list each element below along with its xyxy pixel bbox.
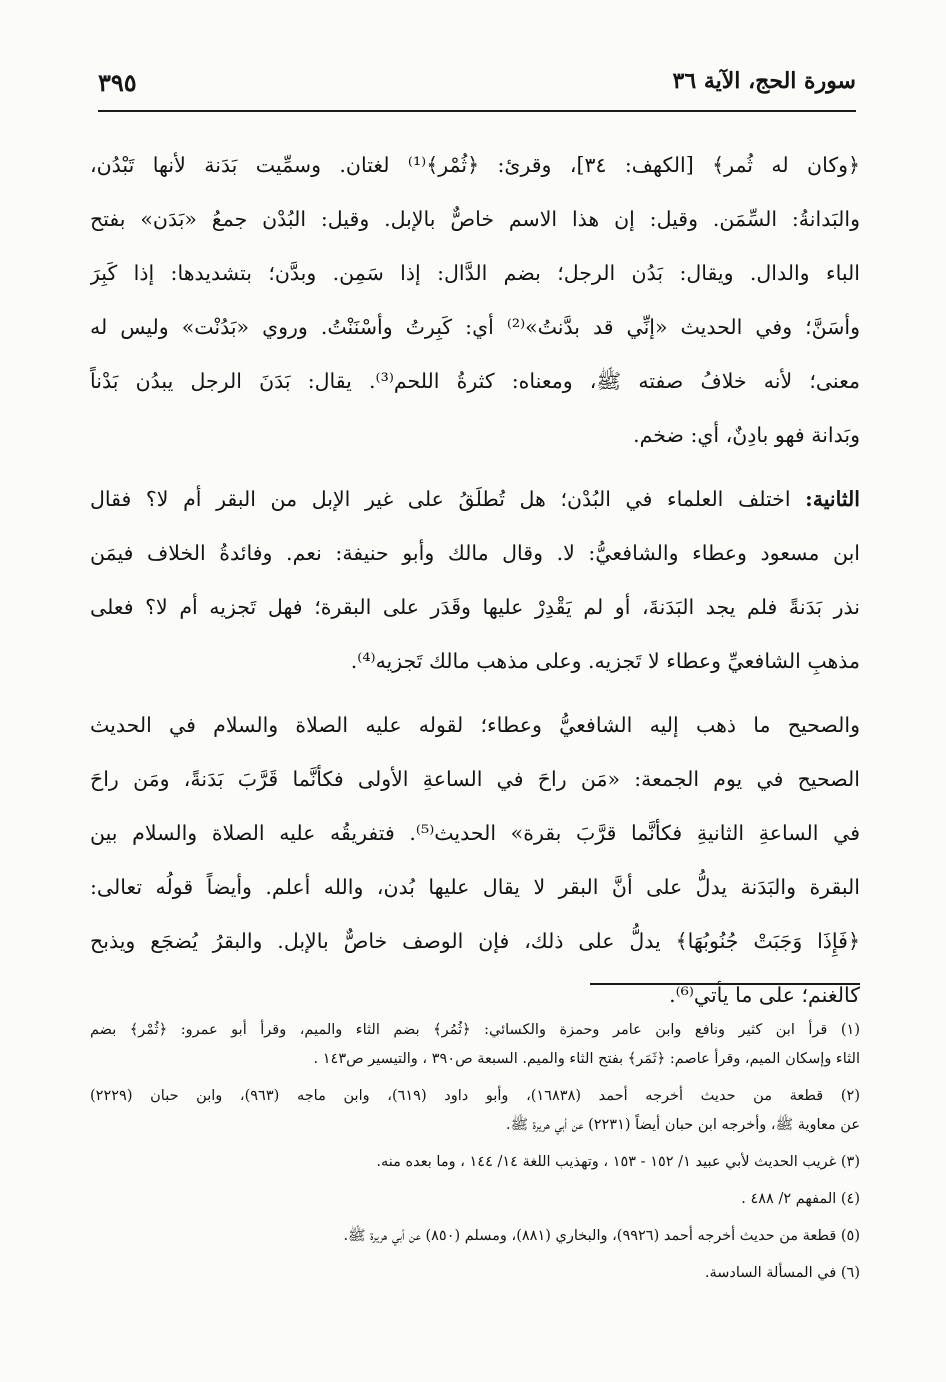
text-line: نذر بَدَنةً فلم يجد البَدَنةَ، أو لم يَقْدِرْ عليها وقَدَر على البقرة؛ فهل تَجزيه أم لا؟ فعلى	[90, 595, 860, 619]
text-line	[90, 472, 860, 526]
surah-title: سورة الحج، الآية ٣٦	[672, 68, 856, 94]
text-line: والبَدانةُ: السِّمَن. وقيل: إن هذا الاسم خاصٌّ بالإبل. وقيل: البُدْن جمعُ «بَدَن» بفتح	[90, 207, 860, 231]
section-lead: الثانية:	[805, 487, 860, 511]
text-line: وبَدانة فهو بادِنٌ، أي: ضخم.	[633, 423, 860, 447]
running-header	[98, 66, 856, 112]
footnote-line: الثاء وإسكان الميم، وقرأ عاصم: ﴿ثَمَر﴾ بفتح الثاء والميم. السبعة ص٣٩٠ ، والتيسير ص١٤٣ .	[313, 1051, 860, 1067]
text-line: ﴿فَإِذَا وَجَبَتْ جُنُوبُهَا﴾ يدلُّ على ذلك، فإن الوصف خاصٌّ بالإبل. والبقرُ يُضجَع ويذبح	[90, 929, 860, 953]
text-line: مذهبِ الشافعيِّ وعطاء لا تَجزيه. وعلى مذهب مالك تَجزيه⁽⁴⁾.	[350, 649, 860, 673]
text-line: في الساعةِ الثانيةِ فكأنَّما قرَّبَ بقرة» الحديث⁽⁵⁾. فتفريقُه عليه الصلاة والسلام بين	[90, 821, 860, 845]
footnote-line: (٦) في المسألة السادسة.	[704, 1265, 860, 1281]
footnote-line: (٣) غريب الحديث لأبي عبيد ١/ ١٥٢ - ١٥٣ ، وتهذيب اللغة ١٤/ ١٤٤ ، وما بعده منه.	[376, 1154, 860, 1170]
text-line: ابن مسعود وعطاء والشافعيُّ: لا. وقال مالك وأبو حنيفة: نعم. وفائدةُ الخلاف فيمَن	[90, 541, 860, 565]
text-line: الصحيح في يوم الجمعة: «مَن راحَ في الساعةِ الأولى فكأنَّما قَرَّبَ بَدَنةً، ومَن راحَ	[90, 767, 860, 791]
text-line: الباء والدال. ويقال: بَدُن الرجل؛ بضم الدَّال: إذا سَمِن. وبدَّن؛ بتشديدها: إذا كَبِرَ	[90, 261, 860, 285]
text-span: اختلف العلماء في البُدْن؛ هل تُطلَقُ على غير الإبل من البقر أم لا؟ فقال	[90, 487, 806, 511]
footnote-line: (١) قرأ ابن كثير ونافع وابن عامر وحمزة والكسائي: ﴿ثُمُر﴾ بضم الثاء والميم، وقرأ أبو عمرو: ﴿ثُمْر﴾ بضم	[90, 1022, 860, 1038]
text-line: البقرة والبَدَنة يدلُّ على أنَّ البقر لا يقال عليها بُدن، والله أعلم. وأيضاً قولُه تعالى:	[90, 875, 860, 899]
text-line: ﴿وكان له ثُمر﴾ [الكهف: ٣٤]، وقرئ: ﴿ثُمْر﴾⁽¹⁾ لغتان. وسمِّيت بَدَنة لأنها تَبْدُن،	[90, 153, 860, 177]
footnote-line: (٢) قطعة من حديث أخرجه أحمد (١٦٨٣٨)، وأبو داود (٦١٩)، وابن ماجه (٩٦٣)، وابن حبان (٢٢٢٩)	[90, 1088, 860, 1104]
main-text	[90, 138, 860, 1022]
text-line: والصحيح ما ذهب إليه الشافعيُّ وعطاء؛ لقوله عليه الصلاة والسلام في الحديث	[90, 713, 860, 737]
text-line: معنى؛ لأنه خلافُ صفته ﷺ، ومعناه: كثرةُ اللحم⁽³⁾. يقال: بَدَنَ الرجل يبدُن بَدْناً	[90, 369, 860, 393]
footnotes	[90, 1016, 860, 1288]
text-line: كالغنم؛ على ما يأتي⁽⁶⁾.	[669, 983, 860, 1007]
footnote-line: (٥) قطعة من حديث أخرجه أحمد (٩٩٢٦)، والبخاري (٨٨١)، ومسلم (٨٥٠) عن أبي هريرة ﷺ.	[343, 1228, 860, 1244]
footnote-separator	[590, 983, 860, 985]
text-line: وأسَنَّ؛ وفي الحديث «إنِّي قد بدَّنتُ»⁽²⁾ أي: كَبِرتُ وأسْنَنْتُ. وروي «بَدُنْت» وليس له	[90, 315, 860, 339]
footnote-line: (٤) المفهم ٢/ ٤٨٨ .	[741, 1191, 860, 1207]
page-number: ٣٩٥	[98, 68, 137, 97]
footnote-line: عن معاوية ﷺ، وأخرجه ابن حبان أيضاً (٢٢٣١) عن أبي هريرة ﷺ.	[506, 1117, 860, 1133]
